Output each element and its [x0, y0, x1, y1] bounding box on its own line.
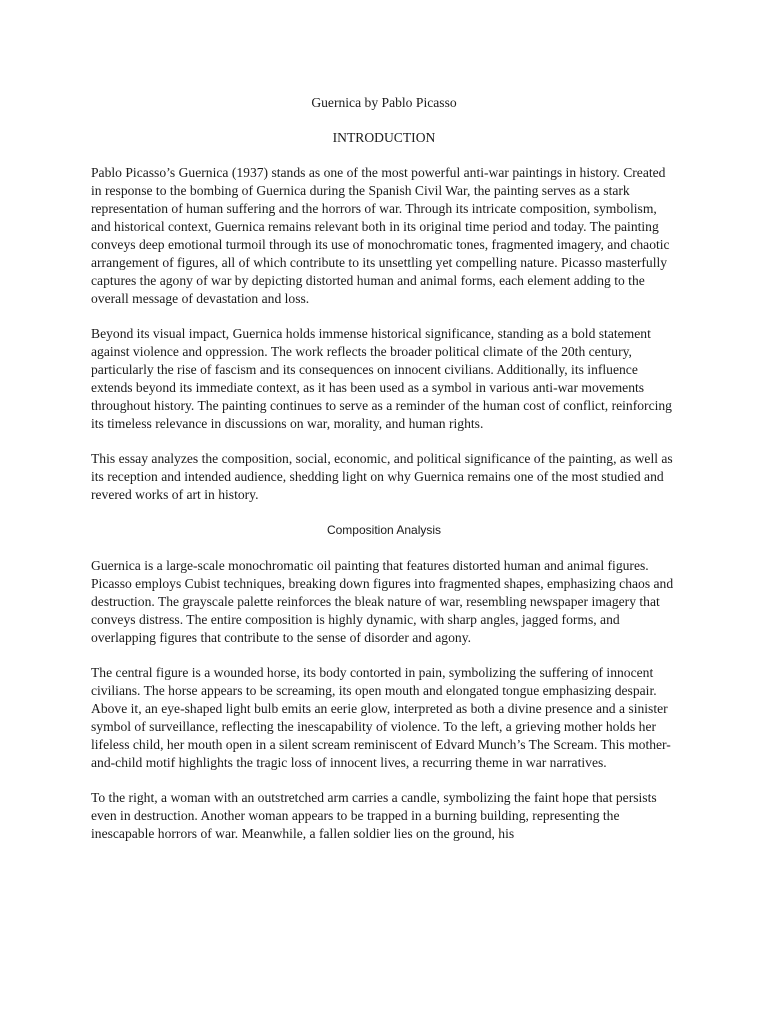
document-body	[91, 94, 677, 860]
document-title: Guernica by Pablo Picasso	[311, 95, 457, 110]
intro-paragraph-3: This essay analyzes the composition, social, economic, and political significance of the painting, as well as its reception and intended audience, shedding light on why Guernica remains one of the most studied and revered works of art in history.	[91, 451, 673, 502]
intro-paragraph-1: Pablo Picasso’s Guernica (1937) stands as one of the most powerful anti-war paintings in history. Created in response to the bombing of Guernica during the Spanish Civil War, the painting serves as a stark representation of human suffering and the horrors of war. Through its intricate composition, symbolism, and historical context, Guernica remains relevant both in its original time period and today. The painting conveys deep emotional turmoil through its use of monochromatic tones, fragmented imagery, and chaotic arrangement of figures, all of which contribute to its unsettling yet compelling nature. Picasso masterfully captures the agony of war by depicting distorted human and animal forms, each element adding to the overall message of devastation and loss.	[91, 165, 670, 306]
introduction-heading: INTRODUCTION	[332, 130, 436, 145]
intro-paragraph-2: Beyond its visual impact, Guernica holds immense historical significance, standing as a bold statement against violence and oppression. The work reflects the broader political climate of the 20th century, particularly the rise of fascism and its consequences on innocent civilians. Additionally, its influence extends beyond its immediate context, as it has been used as a symbol in various anti-war movements throughout history. The painting continues to serve as a reminder of the human cost of conflict, reinforcing its timeless relevance in discussions on war, morality, and human rights.	[91, 326, 672, 431]
composition-paragraph-3: To the right, a woman with an outstretched arm carries a candle, symbolizing the faint hope that persists even in destruction. Another woman appears to be trapped in a burning building, representing the inescapable horrors of war. Meanwhile, a fallen soldier lies on the ground, his	[91, 790, 657, 841]
composition-paragraph-1: Guernica is a large-scale monochromatic oil painting that features distorted human and animal figures. Picasso employs Cubist techniques, breaking down figures into fragmented shapes, emphasizing chaos and destruction. The grayscale palette reinforces the bleak nature of war, resembling newspaper imagery that conveys distress. The entire composition is highly dynamic, with sharp angles, jagged forms, and overlapping figures that contribute to the sense of disorder and agony.	[91, 558, 674, 645]
composition-analysis-heading: Composition Analysis	[326, 523, 442, 537]
composition-paragraph-2: The central figure is a wounded horse, its body contorted in pain, symbolizing the suffering of innocent civilians. The horse appears to be screaming, its open mouth and elongated tongue emphasizing despair. Above it, an eye-shaped light bulb emits an eerie glow, interpreted as both a divine presence and a sinister symbol of surveillance, reflecting the inescapability of violence. To the left, a grieving mother holds her lifeless child, her mouth open in a silent scream reminiscent of Edvard Munch’s The Scream. This mother-and-child motif highlights the tragic loss of innocent lives, a recurring theme in war narratives.	[91, 665, 671, 770]
